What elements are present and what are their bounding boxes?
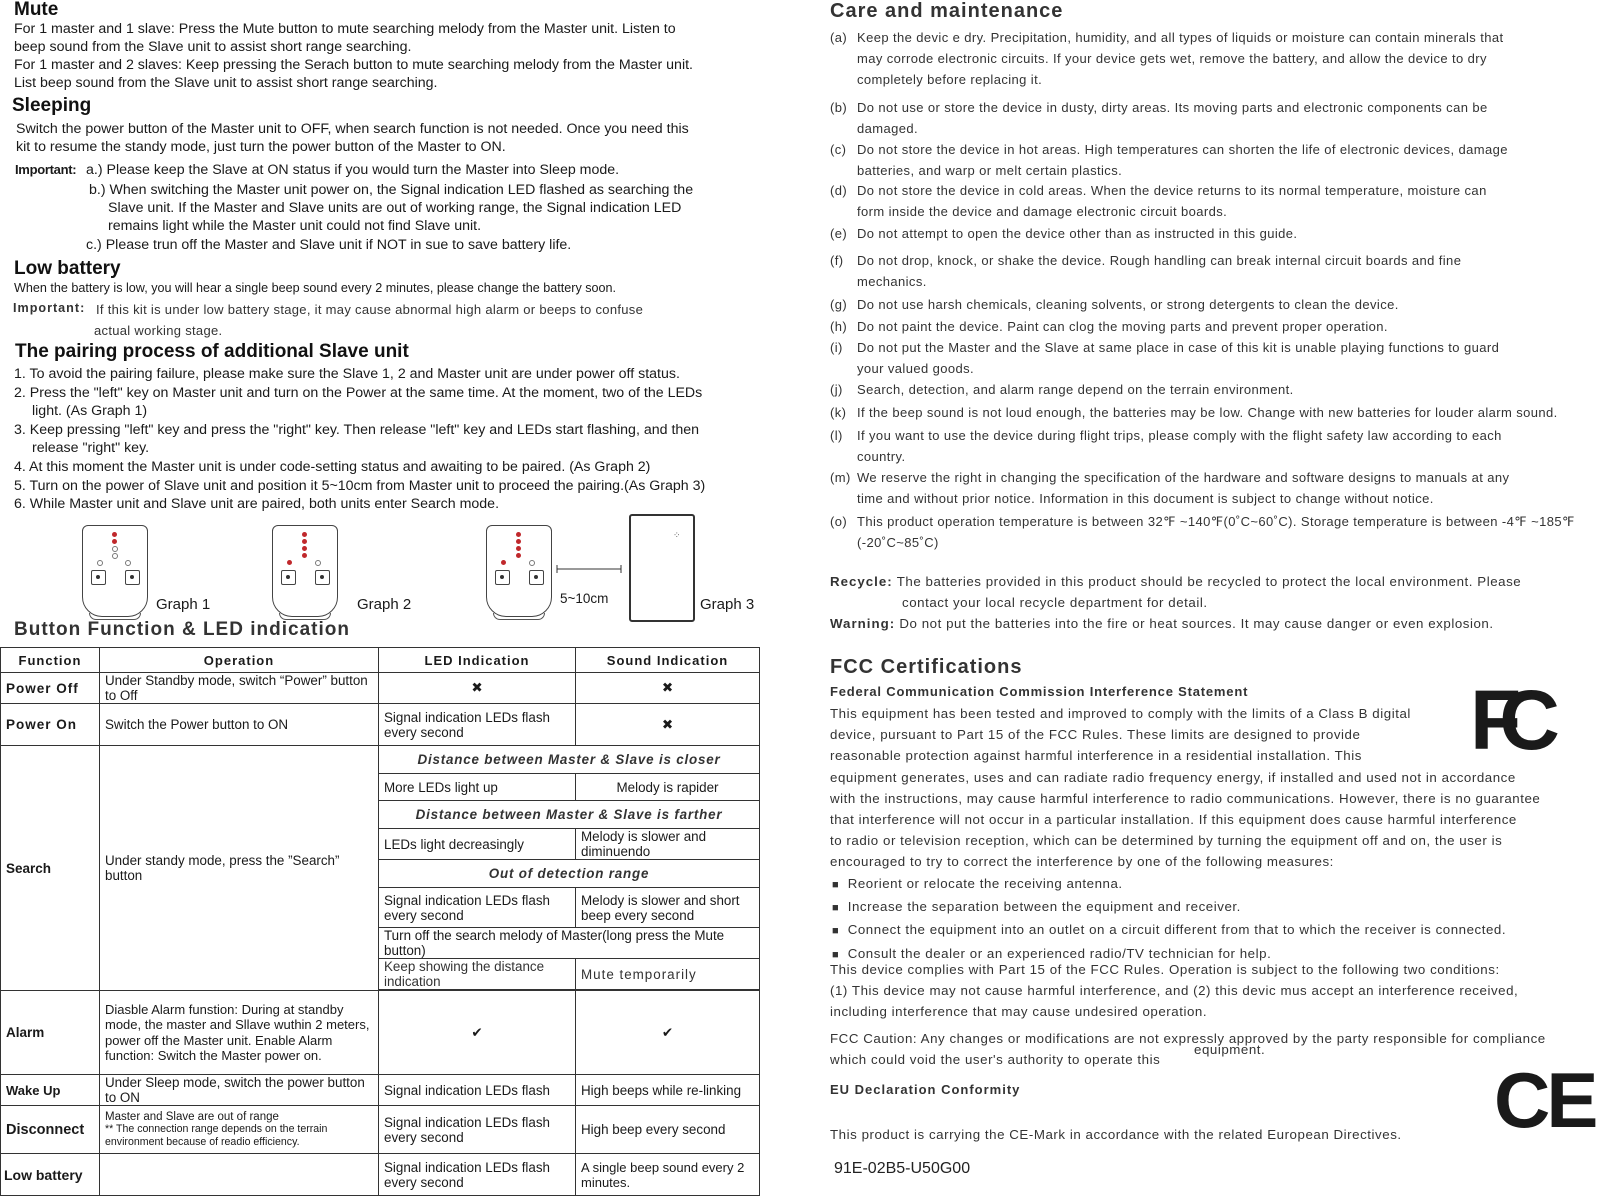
out-led: Signal indication LEDs flash every second — [379, 888, 576, 928]
care-item-line: Do not use harsh chemicals, cleaning solvents, or strong detergents to clean the device. — [857, 297, 1399, 312]
care-item-key: (e) — [830, 226, 848, 241]
text-line: kit to resume the standy mode, just turn the power button of the Master to ON. — [16, 139, 506, 155]
master-unit-graph1 — [82, 525, 148, 617]
slave-unit-graph3 — [629, 514, 695, 622]
care-item-line: We reserve the right in changing the specification of the hardware and software designs to manuals at any — [857, 470, 1510, 485]
text-line: This equipment has been tested and improved to comply with the limits of a Class B digital — [830, 706, 1411, 721]
care-item-key: (a) — [830, 30, 848, 45]
text-line: Switch the power button of the Master unit to OFF, when search function is not needed. Once you need this — [16, 121, 689, 137]
op-wake-up: Under Sleep mode, switch the power button to ON — [100, 1075, 379, 1106]
header-function: Function — [1, 648, 100, 673]
care-item-key: (g) — [830, 297, 848, 312]
right-key — [125, 570, 140, 585]
text-line: device, pursuant to Part 15 of the FCC Rules. These limits are designed to provide — [830, 727, 1361, 743]
led-off — [529, 560, 535, 566]
care-item-line: completely before replacing it. — [857, 72, 1043, 87]
led-lit — [112, 532, 117, 537]
text-line: This device complies with Part 15 of the FCC Rules. Operation is subject to the following two conditions: — [830, 962, 1500, 977]
op-disconnect — [100, 1106, 379, 1154]
pairing-step: 6. While Master unit and Slave unit are paired, both units enter Search mode. — [14, 496, 500, 513]
led-lit — [287, 560, 292, 565]
op-low-battery — [100, 1154, 379, 1196]
right-key — [315, 570, 330, 585]
care-item-key: (d) — [830, 183, 848, 198]
sleeping-important-c: c.) Please trun off the Master and Slave unit if NOT in sue to save battery life. — [86, 237, 572, 253]
fcc-caution-l3: equipment. — [1194, 1042, 1266, 1057]
fn-search: Search — [1, 746, 100, 991]
recycle-text-l1: The batteries provided in this product should be recycled to protect the local environment. Please — [896, 574, 1522, 589]
closer-sound: Melody is rapider — [576, 774, 760, 801]
out-sound: Melody is slower and short beep every second — [576, 888, 760, 928]
op-alarm: Diasble Alarm funstion: During at standby mode, the master and Sllave wuthin 2 meters, power off the Master unit. Enable Alarm function: Switch the Master power on. — [100, 991, 379, 1075]
text-line: to radio or television reception, which can be determined by turning the equipment off and on, the user is — [830, 833, 1503, 849]
recycle-block — [830, 571, 1521, 592]
care-item-key: (i) — [830, 340, 843, 355]
text-line: including interference that may cause undesired operation. — [830, 1004, 1208, 1020]
led-wake-up: Signal indication LEDs flash — [379, 1075, 576, 1106]
table-row — [1, 673, 760, 704]
mute-title: Mute — [14, 0, 59, 20]
op-disconnect-line: Master and Slave are out of range — [105, 1110, 279, 1123]
graph1-label: Graph 1 — [156, 596, 211, 613]
pairing-step: 3. Keep pressing "left" key and press the "right" key. Then release "left" key and LEDs start flashing, and then — [14, 421, 700, 438]
fcc-caution-l2: which could void the user's authority to operate this — [830, 1052, 1161, 1067]
led-low-battery: Signal indication LEDs flash every second — [379, 1154, 576, 1196]
bullet-item: ■ Increase the separation between the equipment and receiver. — [832, 899, 1241, 915]
device-base — [493, 613, 545, 620]
table-row — [1, 1075, 760, 1106]
care-item-line: This product operation temperature is between 32℉ ~140℉(0˚C~60˚C). Storage temperature is between -4℉ ~185℉ — [857, 514, 1575, 529]
led-off — [112, 553, 118, 559]
care-item-line: batteries, and warp or melt certain plastics. — [857, 163, 1123, 178]
led-lit — [302, 546, 307, 551]
table-row — [1, 1154, 760, 1196]
sleeping-important-a: a.) Please keep the Slave at ON status if you would turn the Master into Sleep mode. — [86, 162, 620, 178]
sound-disconnect: High beep every second — [576, 1106, 760, 1154]
left-key — [91, 570, 106, 585]
care-item-key: (m) — [830, 470, 851, 485]
master-unit-graph3 — [486, 525, 552, 617]
slave-dots: ⁘ — [673, 530, 680, 540]
mute-note: Turn off the search melody of Master(long press the Mute button) — [379, 928, 760, 959]
fcc-paragraph — [830, 703, 1540, 873]
text-line: reasonable protection against harmful interference in a residential installation. This — [830, 748, 1362, 764]
care-item-line: Do not paint the device. Paint can clog the moving parts and prevent proper operation. — [857, 319, 1388, 334]
distance-label: 5~10cm — [560, 591, 609, 606]
fcc-subtitle: Federal Communication Commission Interference Statement — [830, 684, 1249, 699]
care-item-line: time and without prior notice. Information in this document is subject to change without notice. — [857, 491, 1434, 506]
sleeping-important-b2: Slave unit. If the Master and Slave units are out of working range, the Signal indication LED — [108, 200, 682, 216]
table-row — [1, 991, 760, 1075]
care-item-line: form inside the device and damage electronic circuit boards. — [857, 204, 1228, 219]
pairing-title: The pairing process of additional Slave unit — [15, 341, 409, 362]
fcc-caution-l1: FCC Caution: Any changes or modifications are not expressly approved by the party responsible for compliance — [830, 1031, 1546, 1046]
led-off — [315, 560, 321, 566]
op-search: Under standy mode, press the ”Search” button — [100, 746, 379, 991]
text-line: For 1 master and 2 slaves: Keep pressing the Serach button to mute searching melody from the Master unit. — [14, 57, 693, 73]
cross-icon: ✖ — [379, 673, 576, 704]
header-operation: Operation — [100, 648, 379, 673]
sleeping-important-label: Important: — [15, 162, 77, 177]
low-battery-important-label: Important: — [13, 301, 86, 315]
graph2-label: Graph 2 — [357, 596, 412, 613]
sleeping-text — [16, 120, 689, 156]
bullet-item: ■ Consult the dealer or an experienced radio/TV technician for help. — [832, 945, 1272, 961]
care-item-line: Do not store the device in hot areas. High temperatures can shorten the life of electronic devices, damage — [857, 142, 1508, 157]
warning-block — [830, 613, 1494, 634]
led-lit — [302, 553, 307, 558]
check-icon: ✔ — [379, 991, 576, 1075]
care-item-line: If you want to use the device during flight trips, please comply with the flight safety law according to each — [857, 428, 1502, 443]
warning-label: Warning: — [830, 616, 896, 631]
text-line: encouraged to try to correct the interference by one of the following measures: — [830, 854, 1334, 870]
mute-sound: Mute temporarily — [576, 959, 760, 990]
pairing-steps — [14, 365, 705, 514]
right-key — [529, 570, 544, 585]
care-item-line: Do not drop, knock, or shake the device. Rough handling can break internal circuit boards and fine — [857, 253, 1462, 268]
sound-low-battery: A single beep sound every 2 minutes. — [576, 1154, 760, 1196]
led-disconnect: Signal indication LEDs flash every second — [379, 1106, 576, 1154]
graph3-label: Graph 3 — [700, 596, 755, 613]
sleeping-title: Sleeping — [12, 95, 92, 116]
care-item-key: (l) — [830, 428, 843, 443]
pairing-step: release "right" key. — [32, 440, 150, 457]
bullet-item: ■ Reorient or relocate the receiving antenna. — [832, 876, 1123, 891]
sound-wake-up: High beeps while re-linking — [576, 1075, 760, 1106]
low-battery-important-l2: actual working stage. — [94, 323, 223, 338]
table-header-row — [1, 648, 760, 673]
care-item-line: Do not use or store the device in dusty, dirty areas. Its moving parts and electronic components can be — [857, 100, 1488, 115]
button-function-title: Button Function & LED indication — [14, 619, 350, 640]
led-lit — [516, 546, 521, 551]
led-lit — [501, 560, 506, 565]
mute-led: Keep showing the distance indication — [379, 959, 576, 990]
led-lit — [516, 532, 521, 537]
care-item-key: (b) — [830, 100, 848, 115]
care-item-line: your valued goods. — [857, 361, 975, 376]
pairing-step: 5. Turn on the power of Slave unit and position it 5~10cm from Master unit to proceed the pairing.(As Graph 3) — [14, 477, 706, 494]
fn-alarm: Alarm — [1, 991, 100, 1075]
fcc-bullets — [832, 873, 1506, 966]
left-key — [495, 570, 510, 585]
care-item-line: Do not attempt to open the device other than as instructed in this guide. — [857, 226, 1298, 241]
recycle-label: Recycle: — [830, 574, 893, 589]
part15-paragraph — [830, 959, 1518, 1023]
care-item-line: (-20˚C~85˚C) — [857, 535, 939, 550]
farther-led: LEDs light decreasingly — [379, 829, 576, 860]
care-title: Care and maintenance — [830, 0, 1064, 22]
care-item-key: (k) — [830, 405, 847, 420]
led-lit — [516, 553, 521, 558]
led-off — [97, 560, 103, 566]
fn-wake-up: Wake Up — [1, 1075, 100, 1106]
recycle-text-l2: contact your local recycle department for detail. — [902, 595, 1208, 610]
fn-power-on: Power On — [1, 704, 100, 746]
search-farther-heading: Distance between Master & Slave is farther — [379, 801, 760, 829]
care-item-key: (c) — [830, 142, 847, 157]
cross-icon: ✖ — [576, 704, 760, 746]
care-item-line: mechanics. — [857, 274, 927, 289]
led-lit — [302, 532, 307, 537]
text-line: List beep sound from the Slave unit to assist short range searching. — [14, 75, 438, 91]
product-code: 91E-02B5-U50G00 — [834, 1160, 971, 1177]
warning-text: Do not put the batteries into the fire or heat sources. It may cause danger or even explosion. — [899, 616, 1494, 631]
master-unit-graph2 — [272, 525, 338, 617]
ce-logo: CE — [1494, 1056, 1595, 1144]
text-line: that interference will not occur in a particular installation. If this equipment does cause harmful interference — [830, 812, 1517, 828]
op-disconnect-note: ** The connection range depends on the terrain environment because of readio efficiency. — [105, 1122, 328, 1148]
care-item-line: If the beep sound is not loud enough, the batteries may be low. Change with new batteries for louder alarm sound. — [857, 405, 1558, 420]
bullet-item: ■ Connect the equipment into an outlet on a circuit different from that to which the receiver is connected. — [832, 922, 1507, 938]
led-lit — [112, 539, 117, 544]
text-line: beep sound from the Slave unit to assist short range searching. — [14, 39, 412, 55]
cross-icon: ✖ — [576, 673, 760, 704]
care-item-key: (f) — [830, 253, 844, 268]
led-off — [112, 546, 118, 552]
table-row — [1, 704, 760, 746]
button-function-table — [0, 647, 760, 1196]
left-column — [0, 0, 790, 1190]
pairing-step: 2. Press the "left" key on Master unit and turn on the Power at the same time. At the moment, two of the LEDs — [14, 384, 703, 401]
low-battery-title: Low battery — [14, 258, 121, 279]
led-power-on: Signal indication LEDs flash every second — [379, 704, 576, 746]
sleeping-important-b3: remains light while the Master unit could not find Slave unit. — [108, 218, 482, 234]
farther-sound: Melody is slower and diminuendo — [576, 829, 760, 860]
care-item-key: (h) — [830, 319, 848, 334]
care-item-line: damaged. — [857, 121, 919, 136]
care-item-line: country. — [857, 449, 906, 464]
fn-disconnect: Disconnect — [1, 1106, 100, 1154]
fcc-logo-text: FC — [1470, 673, 1538, 767]
right-column — [830, 0, 1613, 1180]
left-key — [281, 570, 296, 585]
sleeping-important-b: b.) When switching the Master unit power on, the Signal indication LED flashed as searching the — [89, 182, 694, 198]
care-item-line: Do not store the device in cold areas. When the device returns to its normal temperature, moisture can — [857, 183, 1487, 198]
text-line: equipment generates, uses and can radiate radio frequency energy, if installed and used not in accordance — [830, 769, 1516, 785]
op-power-on: Switch the Power button to ON — [100, 704, 379, 746]
eu-text: This product is carrying the CE-Mark in accordance with the related European Directives. — [830, 1127, 1402, 1142]
care-item-line: may corrode electronic circuits. If your device gets wet, remove the battery, and allow the device to dry — [857, 51, 1487, 66]
fn-low-battery: Low battery — [1, 1154, 100, 1196]
low-battery-important-l1: If this kit is under low battery stage, it may cause abnormal high alarm or beeps to confuse — [96, 302, 644, 317]
table-row — [1, 1106, 760, 1154]
mute-text — [14, 20, 693, 92]
low-battery-text: When the battery is low, you will hear a single beep sound every 2 minutes, please change the battery soon. — [14, 281, 617, 295]
text-line: (1) This device may not cause harmful interference, and (2) this devic mus accept an interference received, — [830, 983, 1519, 999]
header-sound: Sound Indication — [576, 648, 760, 673]
pairing-step: light. (As Graph 1) — [32, 403, 148, 420]
fn-power-off: Power Off — [1, 673, 100, 704]
op-power-off: Under Standby mode, switch “Power” button to Off — [100, 673, 379, 704]
distance-arrow — [556, 564, 622, 574]
care-item-line: Do not put the Master and the Slave at same place in case of this kit is unable playing functions to guard — [857, 340, 1500, 355]
text-line: For 1 master and 1 slave: Press the Mute button to mute searching melody from the Master unit. Listen to — [14, 21, 676, 37]
led-off — [125, 560, 131, 566]
care-item-key: (o) — [830, 514, 848, 529]
closer-led: More LEDs light up — [379, 774, 576, 801]
care-item-line: Keep the devic e dry. Precipitation, humidity, and all types of liquids or moisture can contain minerals that — [857, 30, 1504, 45]
care-item-key: (j) — [830, 382, 843, 397]
pairing-step: 4. At this moment the Master unit is under code-setting status and awaiting to be paired. (As Graph 2) — [14, 458, 651, 475]
table-row — [1, 746, 760, 774]
pairing-step: 1. To avoid the pairing failure, please make sure the Slave 1, 2 and Master unit are under power off status. — [14, 366, 680, 382]
led-lit — [302, 539, 307, 544]
fcc-title: FCC Certifications — [830, 656, 1023, 678]
check-icon: ✔ — [576, 991, 760, 1075]
search-closer-heading: Distance between Master & Slave is closer — [379, 746, 760, 774]
header-led: LED Indication — [379, 648, 576, 673]
text-line: with the instructions, may cause harmful interference to radio communications. However, there is no guarantee — [830, 790, 1541, 806]
search-out-heading: Out of detection range — [379, 860, 760, 888]
eu-title: EU Declaration Conformity — [830, 1082, 1021, 1097]
led-lit — [516, 539, 521, 544]
care-item-line: Search, detection, and alarm range depend on the terrain environment. — [857, 382, 1294, 397]
